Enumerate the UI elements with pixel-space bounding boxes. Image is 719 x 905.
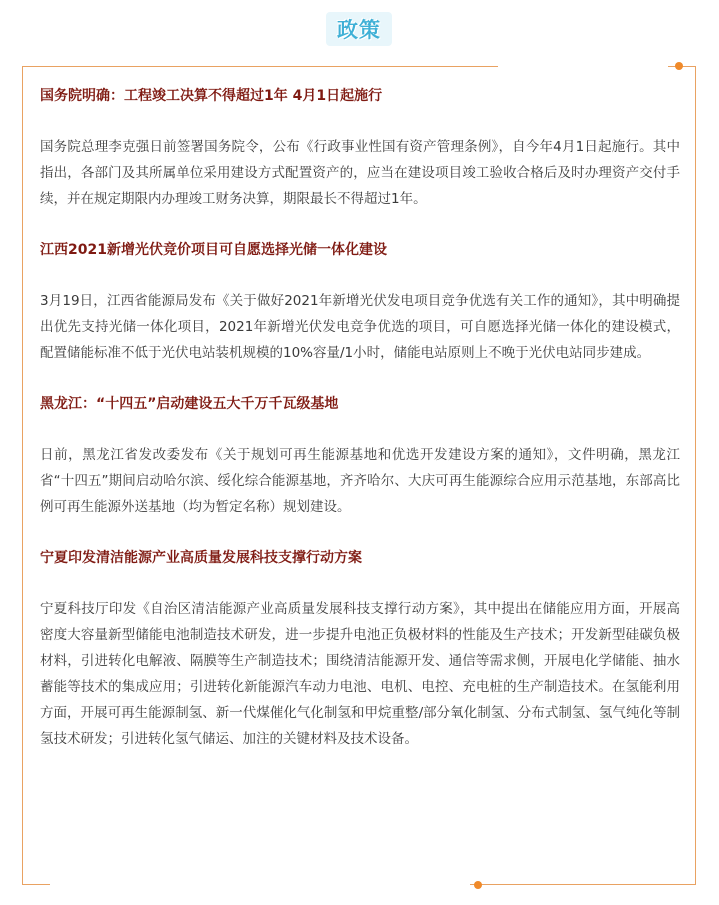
section-title: 政策 (337, 18, 381, 42)
section-title-badge (326, 12, 392, 46)
frame-dot-bottom (474, 881, 482, 889)
article-item (40, 392, 680, 520)
article-item (40, 84, 680, 212)
frame-gap-top (498, 64, 668, 68)
article-heading: 国务院明确：工程竣工决算不得超过1年 4月1日起施行 (40, 88, 383, 104)
article-body: 国务院总理李克强日前签署国务院令，公布《行政事业性国有资产管理条例》，自今年4月1日起施行。其中指出，各部门及其所属单位采用建设方式配置资产的，应当在建设项目竣工验收合格后及时办理资产交付手续，并在规定期限内办理竣工财务决算，期限最长不得超过1年。 (40, 139, 680, 207)
article-item (40, 546, 680, 752)
article-heading: 江西2021新增光伏竞价项目可自愿选择光储一体化建设 (40, 242, 387, 258)
article-item (40, 238, 680, 366)
article-heading: 宁夏印发清洁能源产业高质量发展科技支撑行动方案 (40, 550, 362, 566)
article-body: 日前，黑龙江省发改委发布《关于规划可再生能源基地和优选开发建设方案的通知》，文件明确，黑龙江省“十四五”期间启动哈尔滨、绥化综合能源基地，齐齐哈尔、大庆可再生能源综合应用示范基地，东部高比例可再生能源外送基地（均为暂定名称）规划建设。 (40, 447, 680, 515)
article-list (40, 84, 680, 778)
frame-gap-bottom (50, 883, 470, 887)
frame-dot-top (675, 62, 683, 70)
article-body: 3月19日，江西省能源局发布《关于做好2021年新增光伏发电项目竞争优选有关工作的通知》，其中明确提出优先支持光储一体化项目，2021年新增光伏发电竞争优选的项目，可自愿选择光储一体化的建设模式，配置储能标准不低于光伏电站装机规模的10%容量/1小时，储能电站原则上不晚于光伏电站同步建成。 (40, 293, 680, 361)
article-body: 宁夏科技厅印发《自治区清洁能源产业高质量发展科技支撑行动方案》，其中提出在储能应用方面，开展高密度大容量新型储能电池制造技术研发，进一步提升电池正负极材料的性能及生产技术；开发新型硅碳负极材料，引进转化电解液、隔膜等生产制造技术；围绕清洁能源开发、通信等需求侧，开展电化学储能、抽水蓄能等技术的集成应用；引进转化新能源汽车动力电池、电机、电控、充电桩的生产制造技术。在氢能利用方面，开展可再生能源制氢、新一代煤催化气化制氢和甲烷重整/部分氧化制氢、分布式制氢、氢气纯化等制氢技术研发；引进转化氢气储运、加注的关键材料及技术设备。 (40, 601, 680, 747)
article-heading: 黑龙江：“十四五”启动建设五大千万千瓦级基地 (40, 396, 339, 412)
